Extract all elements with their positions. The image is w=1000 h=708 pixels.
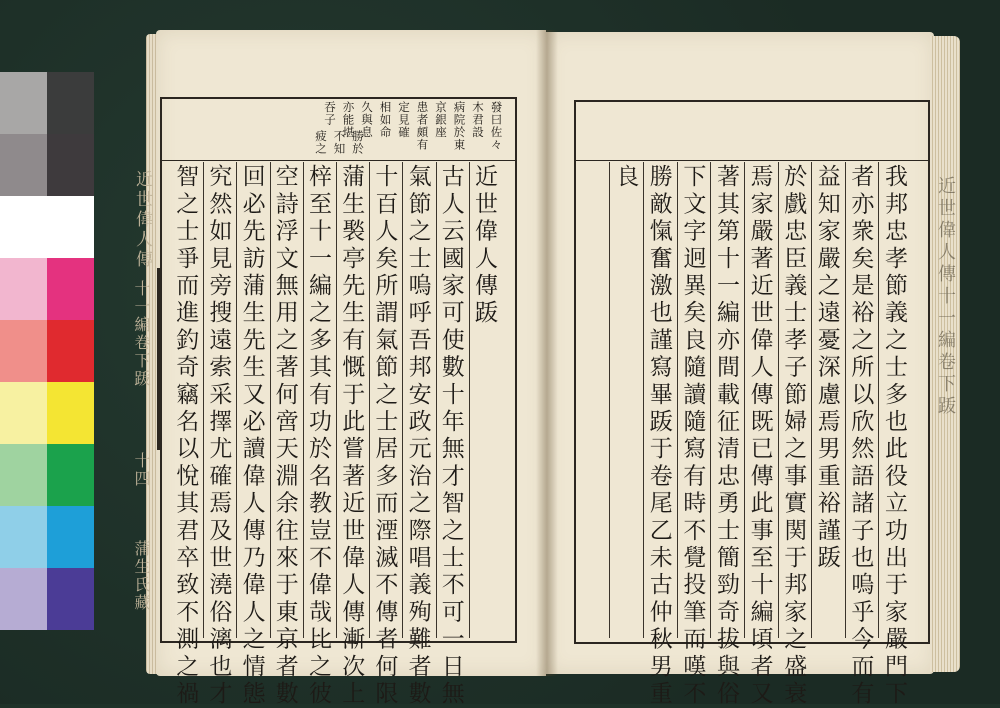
annotation-column: 亦能堪 — [341, 101, 356, 139]
column-rule — [744, 162, 745, 638]
color-swatch — [47, 382, 94, 444]
annotation-column: 吞子 — [323, 101, 337, 126]
left-text-column: 氣節之士嗚呼吾邦安政元治之際唱義殉難者數 — [404, 164, 431, 708]
column-rule — [677, 162, 678, 638]
column-rule — [402, 162, 403, 638]
column-rule — [236, 162, 237, 638]
annotation-column-inner: 不知 — [332, 130, 347, 155]
column-rule — [369, 162, 370, 638]
column-rule — [878, 162, 879, 638]
color-swatch — [47, 320, 94, 382]
right-text-column: 下文字迥異矣良隨讀隨寫有時不覺投筆而嘆不 — [679, 164, 706, 708]
color-swatch — [0, 134, 47, 196]
left-fold-mark — [157, 268, 161, 450]
annotation-column: 久與息 — [360, 101, 374, 139]
left-text-column: 蒲生褧亭先生有慨于此嘗著近世偉人傳漸次上 — [338, 164, 365, 708]
column-rule — [469, 162, 470, 638]
color-swatch — [47, 506, 94, 568]
edge-show-through-text: 近世偉人傳十一編卷下䟦 — [935, 176, 956, 418]
color-swatch — [47, 72, 94, 134]
right-text-column: 於戲忠臣義士孝子節婦之事實関于邦家之盛衰 — [780, 164, 807, 708]
color-swatch — [47, 134, 94, 196]
color-swatch — [0, 568, 47, 630]
book-gutter — [536, 30, 558, 676]
column-rule — [710, 162, 711, 638]
right-text-column: 勝敵愾奮激也謹寫畢䟦于卷尾乙未古仲秋男重 — [645, 164, 672, 708]
annotation-column-inner: 疲之 — [314, 130, 328, 155]
column-rule — [203, 162, 204, 638]
left-annotation-divider — [160, 160, 515, 161]
color-swatch — [0, 72, 47, 134]
right-text-column: 良 — [612, 164, 639, 192]
column-rule — [609, 162, 610, 638]
annotation-column: 發曰佐々 — [489, 101, 504, 151]
left-text-column: 十百人矣所謂氣節之士居多而湮滅不傳者何限 — [371, 164, 398, 708]
left-text-column: 究然如見旁搜遠索采擇尤確焉及世澆俗漓也才 — [205, 164, 232, 708]
annotation-column: 患者頗有 — [415, 101, 430, 151]
column-rule — [778, 162, 779, 638]
color-swatch — [47, 196, 94, 258]
column-rule — [303, 162, 304, 638]
column-rule — [811, 162, 812, 638]
right-page-edge — [930, 36, 960, 672]
color-swatch — [47, 258, 94, 320]
left-text-column: 古人云國家可使數十年無才智之士不可一日無 — [437, 164, 464, 708]
right-text-column: 我邦忠孝節義之士多也此役立功出于家嚴門下 — [881, 164, 907, 708]
right-annotation-divider — [574, 160, 929, 161]
column-rule — [643, 162, 644, 638]
left-text-column: 回必先訪蒲生先生又必讀偉人傳乃偉人之情態 — [238, 164, 265, 708]
annotation-column: 京銀座 — [434, 101, 448, 139]
left-margin-subtitle: 十一編卷下䟦 — [132, 280, 151, 388]
column-rule — [436, 162, 437, 638]
left-text-column: 梓至十一編之多其有功於名教豈不偉哉比之彼 — [305, 164, 331, 708]
color-calibration-chart — [0, 72, 94, 632]
color-swatch — [0, 506, 47, 568]
left-text-column: 空詩浮文無用之著何啻天淵余往來于東京者數 — [271, 164, 298, 708]
column-rule — [270, 162, 271, 638]
right-text-column: 者亦衆矣是裕之所以欣然語諸子也嗚乎今而有 — [847, 164, 874, 708]
right-text-column: 焉家嚴著近世偉人傳既已傳此事至十編頃者又 — [746, 164, 773, 708]
annotation-column: 病院於東 — [452, 101, 467, 151]
color-swatch — [47, 568, 94, 630]
column-rule — [845, 162, 846, 638]
color-swatch — [0, 320, 47, 382]
color-swatch — [0, 382, 47, 444]
annotation-column-inner: 勝於 — [351, 130, 365, 155]
column-rule — [336, 162, 337, 638]
annotation-column: 相如命 — [378, 101, 393, 139]
color-swatch — [0, 444, 47, 506]
color-swatch — [47, 444, 94, 506]
right-text-column: 著其第十一編亦間載征清忠勇士簡勁奇拔與俗 — [713, 164, 739, 708]
annotation-column: 定見確 — [397, 101, 411, 139]
left-text-column: 近世偉人傳䟦 — [471, 164, 497, 328]
color-swatch — [0, 196, 47, 258]
annotation-column: 木君設 — [471, 101, 485, 139]
left-margin-folio: 十四 — [132, 452, 151, 488]
left-margin-title: 近世偉人傳 — [132, 170, 152, 270]
color-swatch — [0, 258, 47, 320]
left-margin-publisher: 蒲生氏藏 — [132, 540, 151, 612]
left-text-column: 智之士爭而進釣奇竊名以悅其君卒致不測之禍 — [172, 164, 199, 708]
right-text-column: 益知家嚴之遠憂深慮焉男重裕謹䟦 — [813, 164, 840, 572]
